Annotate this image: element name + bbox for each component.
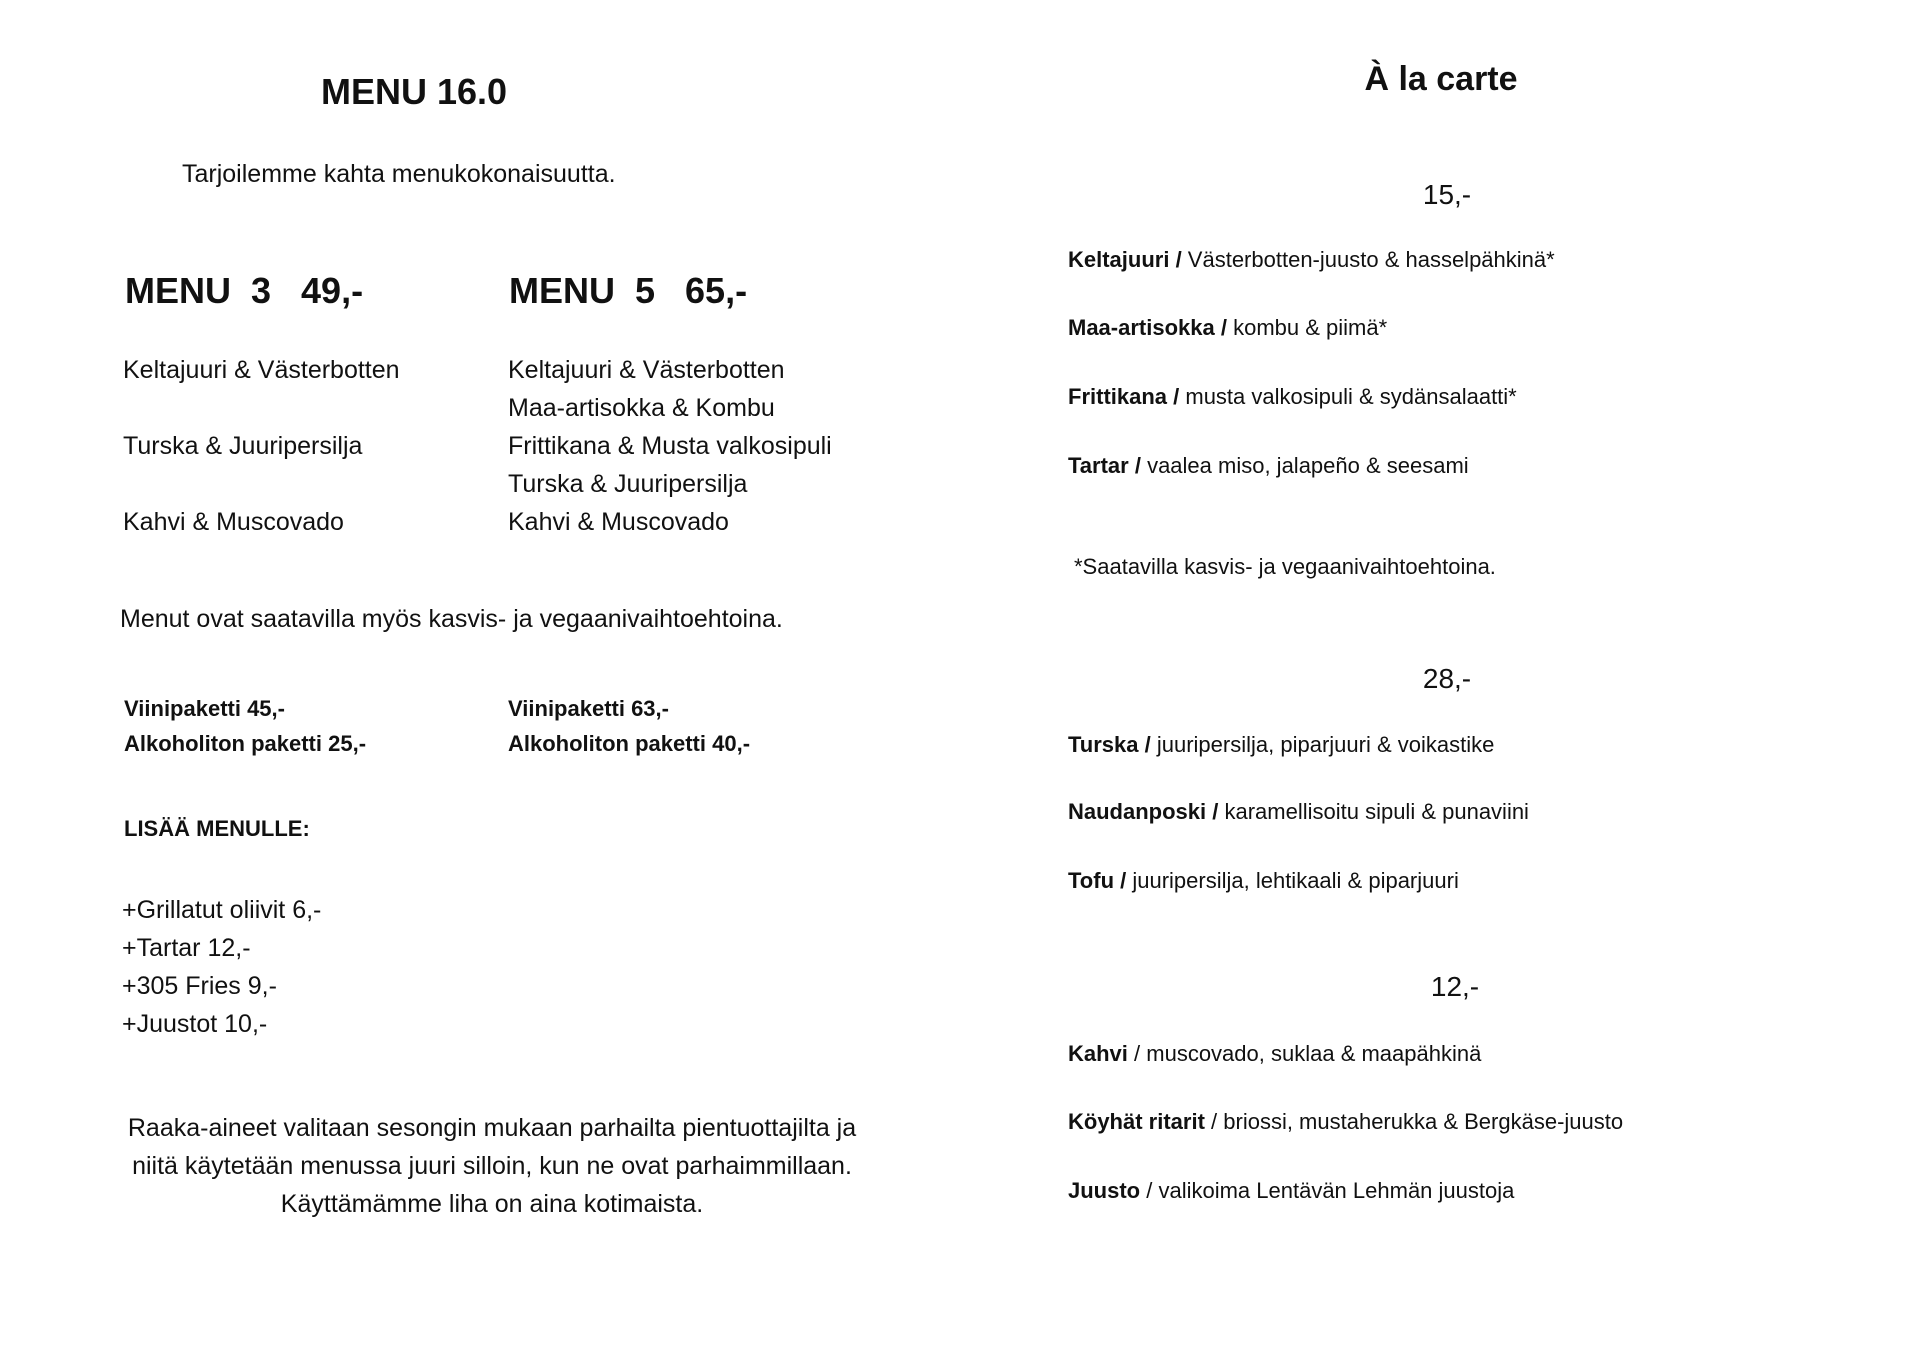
dish-name: Tartar / bbox=[1068, 453, 1141, 478]
dish-desc: musta valkosipuli & sydänsalaatti* bbox=[1179, 384, 1517, 409]
dish-item bbox=[1068, 734, 1494, 756]
dish-desc: Västerbotten-juusto & hasselpähkinä* bbox=[1181, 247, 1555, 272]
menu-5-non-alcoholic-package: Alkoholiton paketti 40,- bbox=[508, 731, 751, 756]
dish-desc: juuripersilja, lehtikaali & piparjuuri bbox=[1126, 868, 1459, 893]
menu-5-course: Frittikana & Musta valkosipuli bbox=[508, 432, 832, 460]
a-la-carte-title: À la carte bbox=[1364, 60, 1518, 98]
menu-5-course: Keltajuuri & Västerbotten bbox=[508, 356, 785, 384]
dish-name: Frittikana / bbox=[1068, 384, 1180, 409]
section-price: 12,- bbox=[1430, 971, 1480, 1002]
dish-item bbox=[1068, 317, 1387, 339]
footer-line: Raaka-aineet valitaan sesongin mukaan parhailta pientuottajilta ja bbox=[127, 1114, 857, 1142]
menu-3-course: Turska & Juuripersilja bbox=[123, 432, 363, 460]
dish-item bbox=[1068, 1043, 1481, 1065]
menu-5-course: Maa-artisokka & Kombu bbox=[508, 394, 775, 422]
section-price: 15,- bbox=[1422, 179, 1472, 210]
extra-item: +Tartar 12,- bbox=[122, 934, 251, 962]
menu-3-course: Kahvi & Muscovado bbox=[123, 508, 344, 536]
dish-name: Maa-artisokka / bbox=[1068, 315, 1227, 340]
dish-name: Turska / bbox=[1068, 732, 1151, 757]
dish-item bbox=[1068, 801, 1529, 823]
dish-desc: karamellisoitu sipuli & punaviini bbox=[1218, 799, 1529, 824]
section-price: 28,- bbox=[1422, 663, 1472, 694]
menu-5-course: Kahvi & Muscovado bbox=[508, 508, 729, 536]
dish-desc: / briossi, mustaherukka & Bergkäse-juusto bbox=[1204, 1109, 1624, 1134]
menu-5-wine-package: Viinipaketti 63,- bbox=[508, 696, 669, 721]
extra-item: +305 Fries 9,- bbox=[122, 972, 277, 1000]
menu-5-course: Turska & Juuripersilja bbox=[508, 470, 748, 498]
dish-name: Juusto bbox=[1068, 1178, 1141, 1203]
dish-name: Tofu / bbox=[1068, 868, 1127, 893]
extras-heading: LISÄÄ MENULLE: bbox=[124, 816, 310, 841]
dish-desc: / muscovado, suklaa & maapähkinä bbox=[1127, 1041, 1482, 1066]
dish-item bbox=[1068, 1111, 1623, 1133]
footer-line: Käyttämämme liha on aina kotimaista. bbox=[280, 1190, 704, 1218]
footer-line: niitä käytetään menussa juuri silloin, kun ne ovat parhaimmillaan. bbox=[132, 1152, 852, 1180]
dish-item bbox=[1068, 870, 1459, 892]
dish-name: Naudanposki / bbox=[1068, 799, 1219, 824]
dish-desc: juuripersilja, piparjuuri & voikastike bbox=[1150, 732, 1495, 757]
dish-name: Keltajuuri / bbox=[1068, 247, 1182, 272]
extra-item: +Juustot 10,- bbox=[122, 1010, 268, 1038]
dish-desc: vaalea miso, jalapeño & seesami bbox=[1140, 453, 1469, 478]
dish-desc: / valikoima Lentävän Lehmän juustoja bbox=[1140, 1178, 1515, 1203]
dish-item bbox=[1068, 1180, 1514, 1202]
dish-name: Köyhät ritarit bbox=[1068, 1109, 1205, 1134]
menu-3-non-alcoholic-package: Alkoholiton paketti 25,- bbox=[124, 731, 367, 756]
veg-note: Menut ovat saatavilla myös kasvis- ja vegaanivaihtoehtoina. bbox=[120, 605, 783, 633]
dish-item bbox=[1068, 455, 1469, 477]
menu-3-wine-package: Viinipaketti 45,- bbox=[124, 696, 285, 721]
dish-item bbox=[1068, 386, 1517, 408]
menu-title: MENU 16.0 bbox=[320, 71, 508, 112]
menu-3-heading: MENU 3 49,- bbox=[125, 270, 364, 311]
dish-name: Kahvi bbox=[1068, 1041, 1128, 1066]
menu-5-heading: MENU 5 65,- bbox=[509, 270, 748, 311]
menu-intro: Tarjoilemme kahta menukokonaisuutta. bbox=[182, 160, 616, 188]
dish-item bbox=[1068, 249, 1555, 271]
menu-3-course: Keltajuuri & Västerbotten bbox=[123, 356, 400, 384]
dish-desc: kombu & piimä* bbox=[1226, 315, 1388, 340]
veg-footnote: *Saatavilla kasvis- ja vegaanivaihtoehtoina. bbox=[1074, 554, 1496, 579]
extra-item: +Grillatut oliivit 6,- bbox=[122, 896, 322, 924]
